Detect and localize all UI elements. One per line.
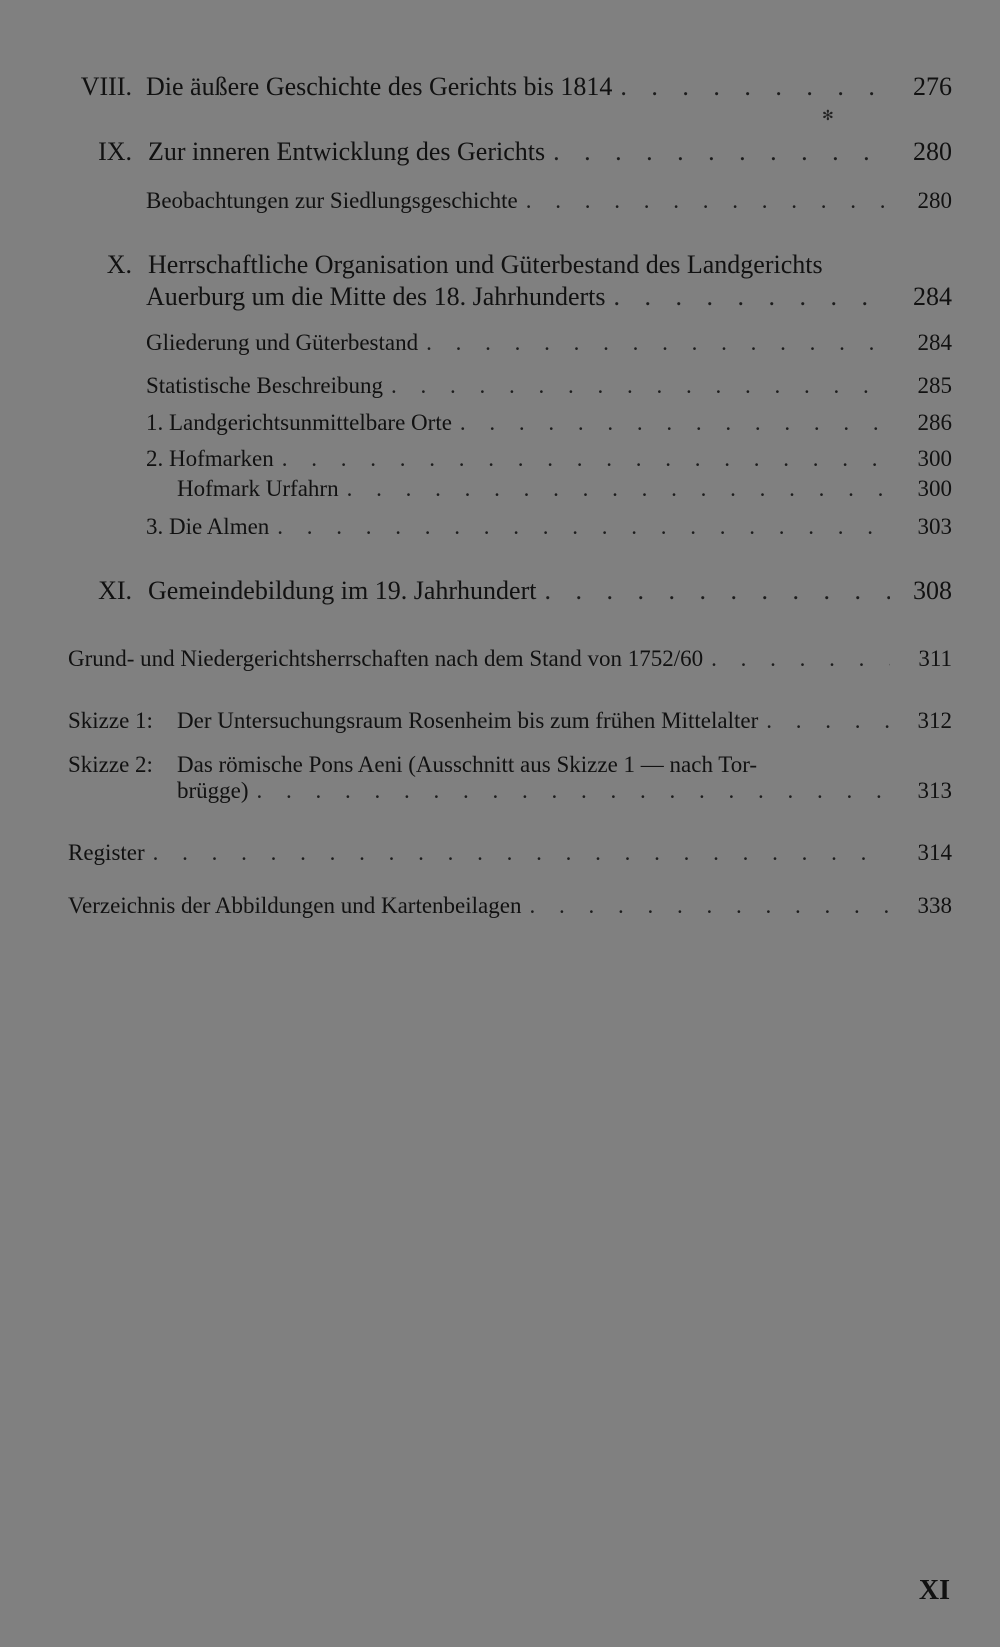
page-number: 285	[917, 373, 952, 398]
toc-entry-skizze-2	[177, 778, 952, 804]
entry-title: Verzeichnis der Abbildungen und Kartenbeilagen	[68, 893, 522, 918]
entry-title: Statistische Beschreibung	[146, 373, 383, 398]
entry-title: 2. Hofmarken	[146, 446, 274, 471]
entry-title: Grund- und Niedergerichtsherrschaften nach dem Stand von 1752/60	[68, 646, 704, 671]
toc-entry-viii	[146, 72, 952, 102]
toc-entry-x-sub	[146, 410, 952, 436]
toc-entry-verzeichnis	[68, 893, 952, 919]
toc-entry-x-sub	[146, 330, 952, 356]
page-number: 284	[917, 330, 952, 355]
leader-dots	[277, 514, 890, 540]
toc-entry-x-sub	[177, 476, 952, 502]
chapter-number: X.	[106, 250, 132, 279]
leader-dots	[460, 410, 890, 436]
page-number: 308	[913, 576, 952, 605]
leader-dots	[282, 446, 890, 472]
toc-entry-register	[68, 840, 952, 866]
entry-title: Gliederung und Güterbestand	[146, 330, 419, 355]
entry-title: Zur inneren Entwicklung des Gerichts	[148, 137, 546, 166]
page-number: 311	[918, 646, 952, 671]
entry-title: Gemeindebildung im 19. Jahrhundert	[148, 576, 537, 605]
chapter-number: XI.	[98, 576, 132, 605]
leader-dots	[711, 646, 890, 672]
leader-dots	[347, 476, 890, 502]
leader-dots	[614, 282, 891, 312]
page-number: 314	[917, 840, 952, 865]
toc-entry-x-sub	[146, 373, 952, 399]
leader-dots	[426, 330, 890, 356]
ink-speck: ✻	[822, 109, 834, 124]
leader-dots	[153, 840, 890, 866]
page-number: 300	[917, 476, 952, 501]
entry-title: Die äußere Geschichte des Gerichts bis 1814	[146, 72, 613, 101]
toc-entry-x-sub	[146, 514, 952, 540]
leader-dots	[529, 893, 890, 919]
toc-entry-grundherrschaften	[68, 646, 952, 672]
sketch-label: Skizze 2:	[68, 752, 153, 777]
leader-dots	[391, 373, 890, 399]
toc-entry-ix-sub	[146, 188, 952, 214]
toc-entry-x-sub	[146, 446, 952, 472]
entry-title-line: Herrschaftliche Organisation und Güterbestand des Landgerichts	[148, 250, 823, 279]
entry-title: Hofmark Urfahrn	[177, 476, 339, 501]
entry-title: Register	[68, 840, 145, 865]
leader-dots	[526, 188, 890, 214]
page-number: 303	[917, 514, 952, 539]
page-number: 284	[913, 282, 952, 311]
page-number: 300	[917, 446, 952, 471]
entry-title: 1. Landgerichtsunmittelbare Orte	[146, 410, 452, 435]
leader-dots	[553, 137, 890, 167]
chapter-number: VIII.	[80, 72, 132, 101]
toc-entry-x	[146, 282, 952, 312]
page-number: 280	[917, 188, 952, 213]
leader-dots	[620, 72, 890, 102]
toc-entry-xi	[148, 576, 952, 606]
page-folio: XI	[918, 1575, 950, 1606]
page-number: 286	[917, 410, 952, 435]
entry-title: Auerburg um die Mitte des 18. Jahrhunderts	[146, 282, 606, 311]
entry-title: 3. Die Almen	[146, 514, 270, 539]
entry-title: Der Untersuchungsraum Rosenheim bis zum frühen Mittelalter	[177, 708, 759, 733]
toc-entry-ix	[148, 137, 952, 167]
page-number: 313	[917, 778, 952, 803]
leader-dots	[544, 576, 890, 606]
chapter-number: IX.	[98, 137, 132, 166]
sketch-label: Skizze 1:	[68, 708, 153, 733]
leader-dots	[766, 708, 890, 734]
entry-title: Beobachtungen zur Siedlungsgeschichte	[146, 188, 518, 213]
page-number: 338	[917, 893, 952, 918]
page-number: 276	[913, 72, 952, 101]
page-number: 280	[913, 137, 952, 166]
leader-dots	[257, 778, 890, 804]
entry-title: brügge)	[177, 778, 249, 803]
entry-title-line: Das römische Pons Aeni (Ausschnitt aus Skizze 1 — nach Tor-	[177, 752, 758, 777]
page-number: 312	[917, 708, 952, 733]
toc-entry-skizze-1	[177, 708, 952, 734]
